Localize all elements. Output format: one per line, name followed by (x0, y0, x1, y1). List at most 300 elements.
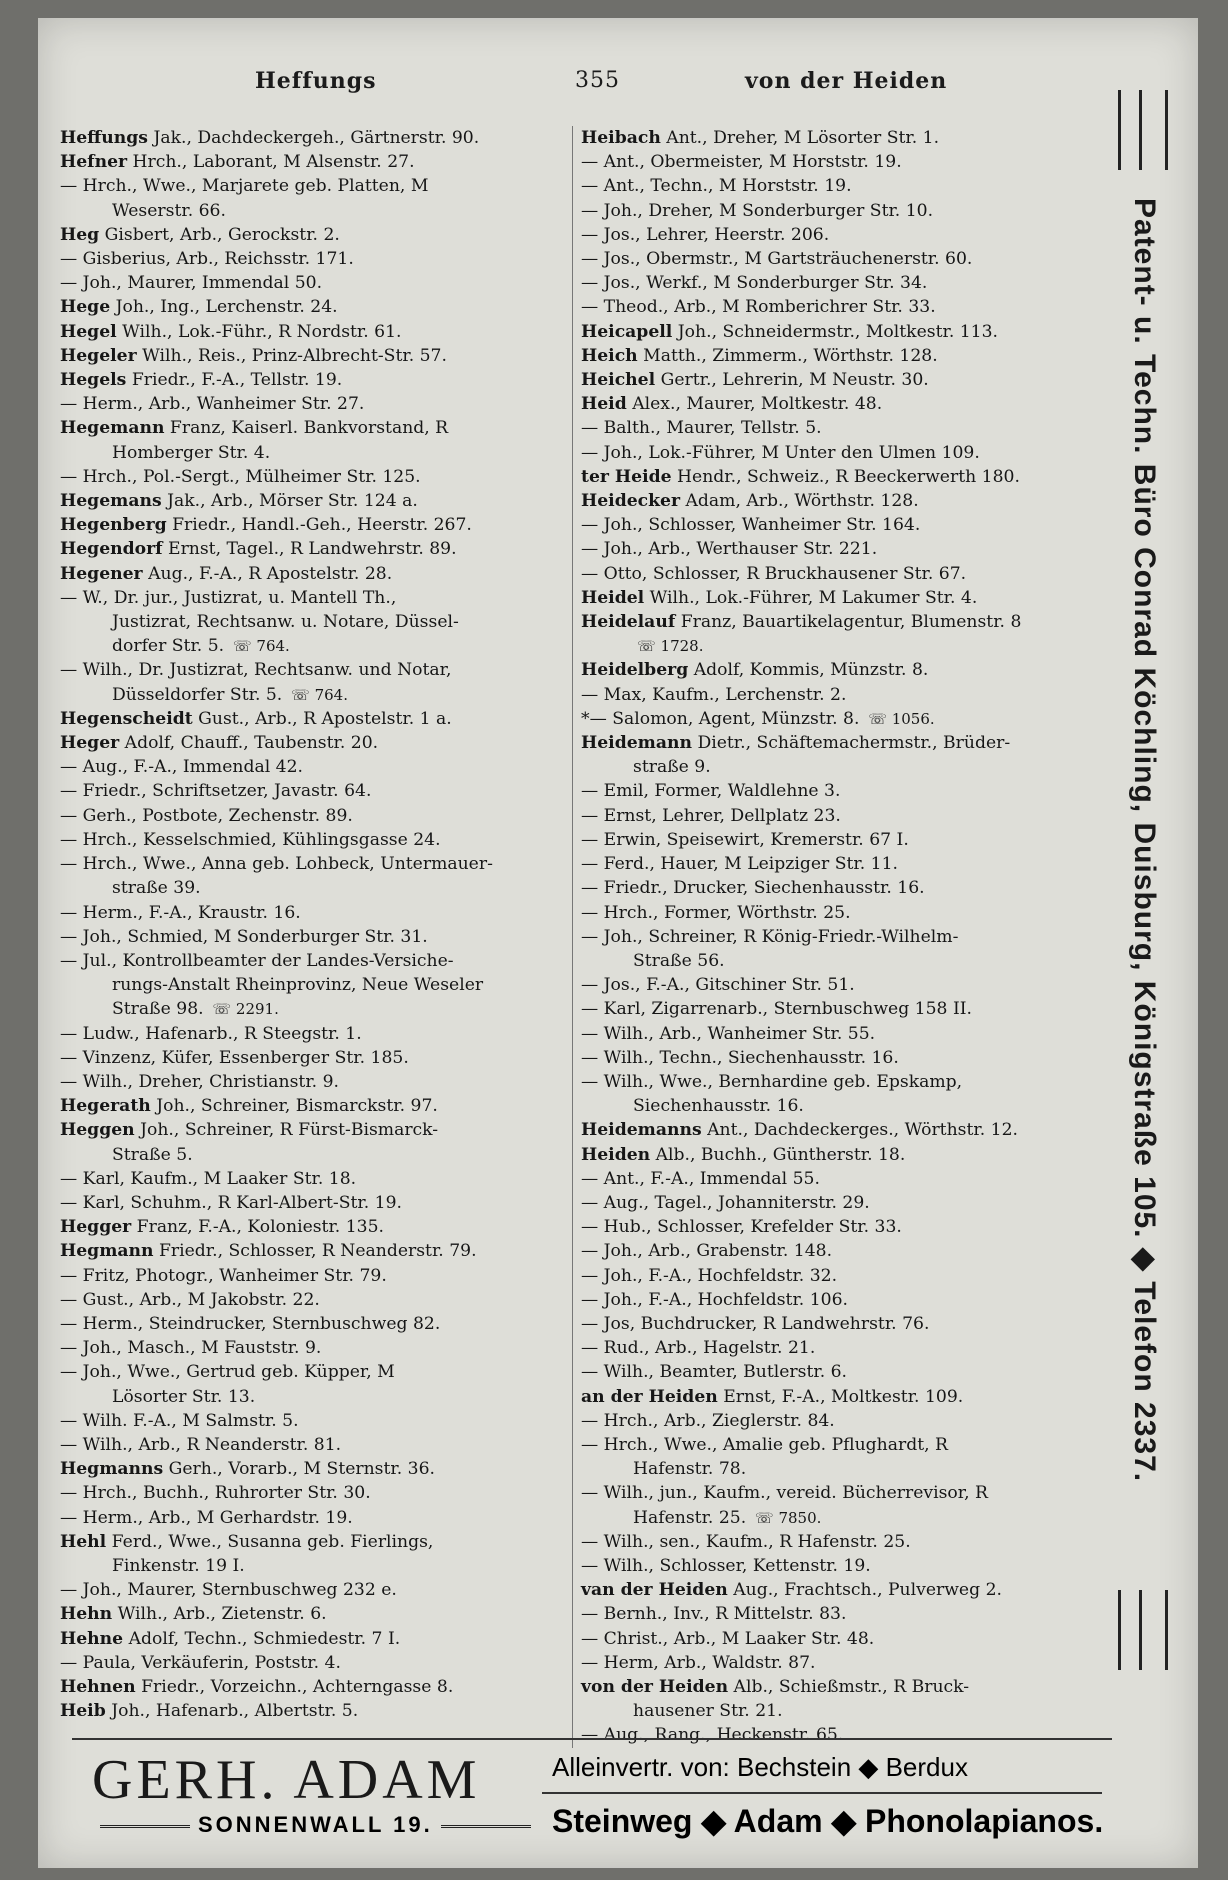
entry-text: — Jos., F.-A., Gitschiner Str. 51. (581, 975, 855, 996)
entry-text: Adolf, Chauff., Taubenstr. 20. (124, 733, 379, 754)
directory-entry (581, 1118, 1121, 1142)
directory-entry (581, 150, 1121, 174)
decorative-bars (1118, 90, 1168, 170)
running-head-right: von der Heiden (745, 68, 948, 94)
entry-text: Hendr., Schweiz., R Beeckerwerth 180. (677, 466, 1020, 487)
entry-text: — Wilh., Schlosser, Kettenstr. 19. (581, 1555, 871, 1576)
directory-entry (581, 174, 1121, 198)
directory-entry (60, 586, 565, 659)
advert-divider (542, 1792, 1102, 1794)
directory-entry (60, 368, 565, 392)
entry-text: — W., Dr. jur., Justizrat, u. Mantell Th., (60, 587, 397, 608)
directory-entry (60, 416, 565, 464)
entry-surname: Hegmann (60, 1241, 154, 1262)
entry-text: — Friedr., Drucker, Siechenhausstr. 16. (581, 878, 925, 899)
entry-text: — Ant., Obermeister, M Horststr. 19. (581, 152, 902, 173)
telephone-icon: ☏ (863, 709, 892, 728)
entry-surname: an der Heiden (581, 1386, 718, 1407)
entry-continuation: Hafenstr. 25. (633, 1507, 747, 1528)
entry-text: — Joh., Maurer, Sternbuschweg 232 e. (60, 1580, 397, 1601)
directory-entry (60, 1191, 565, 1215)
directory-entry (60, 465, 565, 489)
entry-text: — Gerh., Postbote, Zechenstr. 89. (60, 805, 353, 826)
entry-surname: Hegemann (60, 418, 165, 439)
entry-surname: Hegger (60, 1217, 132, 1238)
directory-entry (581, 368, 1121, 392)
entry-text: — Hub., Schlosser, Krefelder Str. 33. (581, 1217, 902, 1238)
entry-text: Franz, F.-A., Koloniestr. 135. (136, 1217, 384, 1238)
directory-entry (581, 1409, 1121, 1433)
entry-text: — Joh., Masch., M Fauststr. 9. (60, 1338, 322, 1359)
directory-entry (581, 1336, 1121, 1360)
directory-entry (581, 1433, 1121, 1481)
advert-line-2: Steinweg ◆ Adam ◆ Phonolapianos. (552, 1803, 1104, 1839)
phone-value: 1056. (891, 709, 935, 728)
directory-entry (60, 1264, 565, 1288)
directory-entry (581, 1191, 1121, 1215)
entry-surname: ter Heide (581, 466, 672, 487)
entry-text: — Rud., Arb., Hagelstr. 21. (581, 1338, 816, 1359)
entry-text: — Herm., Arb., M Gerhardstr. 19. (60, 1507, 353, 1528)
directory-entry (60, 1312, 565, 1336)
entry-text: Ernst, Tagel., R Landwehrstr. 89. (168, 539, 457, 560)
entry-text: — Max, Kaufm., Lerchenstr. 2. (581, 684, 847, 705)
entry-text: Franz, Bauartikelagentur, Blumenstr. 8 (680, 612, 1022, 633)
directory-entry (60, 513, 565, 537)
telephone-number (750, 1509, 821, 1527)
entry-text: Ant., Dreher, M Lösorter Str. 1. (666, 128, 940, 148)
entry-continuation: Straße 56. (633, 950, 725, 971)
entry-text: — Hrch., Former, Wörthstr. 25. (581, 902, 851, 923)
directory-entry (581, 441, 1121, 465)
page-number: 355 (575, 68, 620, 93)
entry-text: — Erwin, Speisewirt, Kremerstr. 67 I. (581, 829, 909, 850)
entry-text: — Hrch., Pol.-Sergt., Mülheimer Str. 125. (60, 466, 421, 487)
directory-entry (581, 876, 1121, 900)
entry-text: — Otto, Schlosser, R Bruckhausener Str. 67. (581, 563, 967, 584)
directory-entry (581, 562, 1121, 586)
entry-text: — Wilh., Beamter, Butlerstr. 6. (581, 1362, 848, 1383)
phone-value: 764. (256, 637, 290, 656)
directory-entry (60, 804, 565, 828)
directory-entry (581, 344, 1121, 368)
directory-entry (581, 295, 1121, 319)
entry-text: — Christ., Arb., M Laaker Str. 48. (581, 1628, 875, 1649)
entry-surname: Heid (581, 394, 627, 415)
directory-entry (581, 1627, 1121, 1651)
directory-entry (60, 1433, 565, 1457)
directory-entry (60, 1675, 565, 1699)
entry-continuation: Straße 98. (112, 999, 204, 1020)
entry-text: — Jos, Buchdrucker, R Landwehrstr. 76. (581, 1313, 930, 1334)
entry-text: Wilh., Lok.-Führ., R Nordstr. 61. (122, 321, 402, 342)
directory-entry (60, 828, 565, 852)
entry-text: — Karl, Schuhm., R Karl-Albert-Str. 19. (60, 1192, 402, 1213)
directory-entry (60, 247, 565, 271)
telephone-number (863, 710, 934, 728)
directory-entry (581, 610, 1121, 658)
entry-text: — Joh., Lok.-Führer, M Unter den Ulmen 109. (581, 442, 980, 463)
directory-entry (581, 1288, 1121, 1312)
entry-text: — Aug., Tagel., Johanniterstr. 29. (581, 1192, 870, 1213)
entry-text: — Wilh., jun., Kaufm., vereid. Bücherrevisor, R (581, 1483, 988, 1504)
entry-text: Aug., F.-A., R Apostelstr. 28. (148, 563, 393, 584)
directory-entry (581, 779, 1121, 803)
entry-surname: Heg (60, 224, 100, 245)
entry-surname: Heidelauf (581, 612, 676, 633)
entry-surname: Heger (60, 733, 120, 754)
entry-text: Adam, Arb., Wörthstr. 128. (685, 491, 919, 512)
directory-entry (60, 1022, 565, 1046)
entry-text: — Hrch., Wwe., Marjarete geb. Platten, M (60, 176, 429, 197)
telephone-number (286, 686, 348, 704)
advert-company: GERH. ADAM (92, 1749, 481, 1811)
running-head-left: Heffungs (255, 68, 377, 94)
entry-surname: Heidel (581, 587, 645, 608)
entry-text: — Jul., Kontrollbeamter der Landes-Versiche- (60, 950, 454, 971)
entry-continuation: Justizrat, Rechtsanw. u. Notare, Düssel- (112, 612, 459, 633)
entry-surname: Heiden (581, 1144, 651, 1165)
entry-continuation: Hafenstr. 78. (633, 1459, 747, 1480)
entry-surname: Heicapell (581, 321, 673, 342)
directory-entry (581, 1602, 1121, 1626)
entry-text: — Wilh., sen., Kaufm., R Hafenstr. 25. (581, 1531, 911, 1552)
phone-value: 764. (314, 685, 348, 704)
directory-entry (60, 295, 565, 319)
directory-entry (581, 223, 1121, 247)
entry-text: Wilh., Arb., Zietenstr. 6. (117, 1604, 327, 1625)
entry-text: Alb., Schießmstr., R Bruck- (733, 1677, 970, 1697)
entry-text: Gerh., Vorarb., M Sternstr. 36. (168, 1459, 436, 1480)
entry-text: Joh., Ing., Lerchenstr. 24. (115, 297, 338, 318)
entry-text: Friedr., Handl.-Geh., Heerstr. 267. (172, 515, 472, 536)
entry-text: Alb., Buchh., Güntherstr. 18. (655, 1144, 906, 1165)
entry-text: Gertr., Lehrerin, M Neustr. 30. (660, 370, 929, 391)
directory-entry (581, 852, 1121, 876)
entry-text: — Aug., Rang., Heckenstr. 65. (581, 1725, 844, 1746)
entry-surname: Heib (60, 1701, 106, 1722)
directory-entry (581, 465, 1121, 489)
entry-surname: Heibach (581, 128, 661, 148)
directory-entry (581, 1070, 1121, 1118)
entry-text: Alex., Maurer, Moltkestr. 48. (632, 394, 883, 415)
entry-text: — Jos., Lehrer, Heerstr. 206. (581, 224, 830, 245)
directory-entry (581, 489, 1121, 513)
entry-text: — Joh., Schmied, M Sonderburger Str. 31. (60, 926, 428, 947)
entry-surname: Hegel (60, 321, 117, 342)
entry-text: — Herm, Arb., Waldstr. 87. (581, 1652, 816, 1673)
entry-surname: Heidemanns (581, 1120, 702, 1141)
directory-entry (60, 901, 565, 925)
directory-entry (581, 828, 1121, 852)
directory-entry (60, 1094, 565, 1118)
entry-text: — Joh., F.-A., Hochfeldstr. 106. (581, 1289, 848, 1310)
entry-text: Friedr., Vorzeichn., Achterngasse 8. (141, 1677, 454, 1697)
entry-surname: Hegenberg (60, 515, 167, 536)
entry-text: — Joh., Arb., Grabenstr. 148. (581, 1241, 833, 1262)
entry-text: Joh., Hafenarb., Albertstr. 5. (111, 1701, 359, 1722)
entry-surname: Hehne (60, 1628, 124, 1649)
entry-continuation: rungs-Anstalt Rheinprovinz, Neue Weseler (112, 975, 484, 996)
directory-entry (581, 1385, 1121, 1409)
directory-entry (581, 1022, 1121, 1046)
telephone-icon: ☏ (637, 637, 661, 656)
entry-text: Franz, Kaiserl. Bankvorstand, R (169, 418, 449, 439)
directory-entry (581, 804, 1121, 828)
entry-continuation: Düsseldorfer Str. 5. (112, 684, 283, 705)
entry-text: Adolf, Techn., Schmiedestr. 7 I. (128, 1628, 401, 1649)
entry-surname: Hefner (60, 152, 128, 173)
right-column (572, 126, 1121, 1748)
telephone-icon: ☏ (750, 1508, 779, 1527)
entry-text: — Ant., Techn., M Horststr. 19. (581, 176, 852, 197)
decorative-bars (1118, 1590, 1168, 1670)
entry-text: Friedr., F.-A., Tellstr. 19. (131, 370, 343, 391)
entry-surname: Heidelberg (581, 660, 689, 681)
directory-entry (581, 731, 1121, 779)
entry-surname: Hegmanns (60, 1459, 164, 1480)
directory-entry (60, 489, 565, 513)
entry-text: — Ludw., Hafenarb., R Steegstr. 1. (60, 1023, 362, 1044)
entry-text: — Wilh., Arb., Wanheimer Str. 55. (581, 1023, 876, 1044)
directory-entry (581, 1360, 1121, 1384)
left-column (60, 126, 565, 1723)
telephone-icon: ☏ (228, 637, 257, 656)
entry-surname: Hegenscheidt (60, 708, 193, 729)
entry-text: Matth., Zimmerm., Wörthstr. 128. (643, 345, 938, 366)
entry-text: — Joh., Dreher, M Sonderburger Str. 10. (581, 200, 934, 221)
entry-text: — Ernst, Lehrer, Dellplatz 23. (581, 805, 841, 826)
directory-entry (581, 973, 1121, 997)
directory-entry (581, 126, 1121, 150)
entry-continuation: Straße 5. (112, 1144, 193, 1165)
directory-entry (60, 925, 565, 949)
directory-entry (60, 1288, 565, 1312)
advert-line-1: Alleinvertr. von: Bechstein ◆ Berdux (552, 1752, 968, 1782)
entry-surname: Hegerath (60, 1096, 151, 1117)
directory-entry (581, 1312, 1121, 1336)
entry-text: — Hrch., Wwe., Amalie geb. Pflughardt, R (581, 1434, 948, 1455)
entry-surname: Heidemann (581, 733, 692, 754)
telephone-number (208, 1000, 279, 1018)
entry-text: — Wilh., Dreher, Christianstr. 9. (60, 1071, 339, 1092)
entry-text: — Joh., Schreiner, R König-Friedr.-Wilhelm- (581, 926, 959, 947)
directory-entry (581, 537, 1121, 561)
entry-text: — Jos., Werkf., M Sonderburger Str. 34. (581, 273, 928, 294)
directory-entry (581, 392, 1121, 416)
phone-value: 1728. (660, 637, 704, 656)
directory-entry (581, 199, 1121, 223)
entry-text: — Herm., Steindrucker, Sternbuschweg 82. (60, 1313, 441, 1334)
directory-entry (60, 344, 565, 368)
directory-entry (581, 320, 1121, 344)
entry-text: — Joh., Maurer, Immendal 50. (60, 273, 323, 294)
entry-text: Joh., Schreiner, R Fürst-Bismarck- (140, 1120, 439, 1141)
directory-entry (581, 1264, 1121, 1288)
directory-entry (581, 1651, 1121, 1675)
directory-entry (581, 658, 1121, 682)
entry-text: — Jos., Obermstr., M Gartsträuchenerstr. 60. (581, 249, 973, 270)
entry-continuation: hausener Str. 21. (633, 1701, 783, 1722)
entry-text: Friedr., Schlosser, R Neanderstr. 79. (158, 1241, 477, 1262)
entry-continuation: straße 9. (633, 757, 711, 778)
telephone-icon: ☏ (207, 1000, 236, 1019)
directory-entry (60, 852, 565, 900)
entry-text: Ernst, F.-A., Moltkestr. 109. (723, 1386, 964, 1407)
directory-entry (60, 707, 565, 731)
entry-text: — Aug., F.-A., Immendal 42. (60, 757, 304, 778)
entry-surname: Hegener (60, 563, 143, 584)
entry-text: — Gisberius, Arb., Reichsstr. 171. (60, 249, 354, 270)
directory-entry (60, 320, 565, 344)
entry-surname: Heidecker (581, 491, 681, 512)
directory-entry (60, 1481, 565, 1505)
entry-surname: Hegels (60, 370, 127, 391)
entry-text: — Emil, Former, Waldlehne 3. (581, 781, 841, 802)
telephone-number (637, 637, 703, 655)
directory-entry (60, 1360, 565, 1408)
entry-text: — Wilh., Techn., Siechenhausstr. 16. (581, 1047, 899, 1068)
entry-continuation: Lösorter Str. 13. (112, 1386, 256, 1407)
entry-text: — Bernh., Inv., R Mittelstr. 83. (581, 1604, 847, 1625)
entry-text: — Paula, Verkäuferin, Poststr. 4. (60, 1652, 341, 1673)
entry-continuation: Weserstr. 66. (112, 200, 226, 221)
directory-entry (581, 683, 1121, 707)
side-banner-text: Patent- u. Techn. Büro Conrad Köchling, Duisburg, Königstraße 105. ◆ Telefon 2337. (1128, 198, 1161, 1483)
directory-entry (60, 1215, 565, 1239)
entry-text: — Joh., Wwe., Gertrud geb. Küpper, M (60, 1362, 395, 1383)
directory-entry (60, 1336, 565, 1360)
entry-text: Gisbert, Arb., Gerockstr. 2. (104, 224, 340, 245)
side-advert (1110, 120, 1170, 1700)
directory-entry (581, 1578, 1121, 1602)
directory-entry (60, 223, 565, 247)
directory-entry (60, 658, 565, 706)
entry-text: — Hrch., Arb., Zieglerstr. 84. (581, 1410, 835, 1431)
entry-text: — Wilh., Arb., R Neanderstr. 81. (60, 1434, 342, 1455)
entry-surname: Hehnen (60, 1677, 136, 1697)
directory-entry (581, 1143, 1121, 1167)
entry-text: — Hrch., Kesselschmied, Kühlingsgasse 24. (60, 829, 441, 850)
advert-street: SONNENWALL 19. (92, 1812, 539, 1838)
entry-text: — Balth., Maurer, Tellstr. 5. (581, 418, 822, 439)
entry-text: — Wilh., Dr. Justizrat, Rechtsanw. und Notar, (60, 660, 452, 681)
entry-text: *— Salomon, Agent, Münzstr. 8. (581, 708, 860, 729)
directory-entry (581, 1481, 1121, 1529)
directory-entry (60, 174, 565, 222)
directory-entry (60, 1239, 565, 1263)
directory-entry (60, 1118, 565, 1166)
directory-entry (581, 1215, 1121, 1239)
directory-entry (581, 997, 1121, 1021)
entry-text: — Joh., Schlosser, Wanheimer Str. 164. (581, 515, 921, 536)
entry-text: — Fritz, Photogr., Wanheimer Str. 79. (60, 1265, 387, 1286)
entry-text: — Wilh. F.-A., M Salmstr. 5. (60, 1410, 299, 1431)
entry-text: — Hrch., Buchh., Ruhrorter Str. 30. (60, 1483, 371, 1504)
entry-surname: van der Heiden (581, 1580, 728, 1601)
telephone-number (228, 637, 290, 655)
directory-entry (60, 1506, 565, 1530)
entry-text: Joh., Schneidermstr., Moltkestr. 113. (677, 321, 999, 342)
entry-surname: von der Heiden (581, 1677, 729, 1697)
directory-entry (581, 513, 1121, 537)
entry-text: Ferd., Wwe., Susanna geb. Fierlings, (111, 1531, 434, 1552)
directory-entry (60, 1651, 565, 1675)
directory-entry (60, 537, 565, 561)
directory-entry (60, 126, 565, 150)
directory-entry (581, 271, 1121, 295)
entry-text: Ant., Dachdeckerges., Wörthstr. 12. (707, 1120, 1018, 1141)
directory-entry (60, 1070, 565, 1094)
phone-value: 7850. (778, 1508, 822, 1527)
directory-entry (60, 562, 565, 586)
directory-entry (60, 731, 565, 755)
entry-surname: Heichel (581, 370, 656, 391)
directory-entry (60, 1409, 565, 1433)
directory-entry (60, 755, 565, 779)
entry-text: Jak., Arb., Mörser Str. 124 a. (167, 491, 418, 512)
entry-text: — Ant., F.-A., Immendal 55. (581, 1168, 820, 1189)
entry-text: — Herm., F.-A., Kraustr. 16. (60, 902, 301, 923)
entry-text: — Joh., Arb., Werthauser Str. 221. (581, 539, 878, 560)
entry-text: Joh., Schreiner, Bismarckstr. 97. (156, 1096, 438, 1117)
entry-surname: Heffungs (60, 128, 148, 148)
directory-entry (581, 901, 1121, 925)
directory-entry (60, 1530, 565, 1578)
directory-entry (60, 1602, 565, 1626)
entry-surname: Hege (60, 297, 111, 318)
entry-text: — Gust., Arb., M Jakobstr. 22. (60, 1289, 320, 1310)
directory-entry (60, 1167, 565, 1191)
directory-entry (581, 416, 1121, 440)
directory-entry (60, 150, 565, 174)
entry-surname: Heggen (60, 1120, 135, 1141)
directory-entry (60, 1046, 565, 1070)
entry-surname: Hegendorf (60, 539, 163, 560)
entry-surname: Hehl (60, 1531, 107, 1552)
telephone-icon: ☏ (286, 685, 315, 704)
entry-surname: Hehn (60, 1604, 113, 1625)
directory-entry (60, 271, 565, 295)
entry-continuation: Finkenstr. 19 I. (112, 1555, 245, 1576)
entry-text: — Herm., Arb., Wanheimer Str. 27. (60, 394, 365, 415)
entry-text: Hrch., Laborant, M Alsenstr. 27. (132, 152, 415, 173)
entry-text: — Joh., F.-A., Hochfeldstr. 32. (581, 1265, 838, 1286)
entry-continuation: dorfer Str. 5. (112, 636, 225, 657)
entry-text: Adolf, Kommis, Münzstr. 8. (693, 660, 929, 681)
entry-surname: Hegemans (60, 491, 162, 512)
entry-text: — Wilh., Wwe., Bernhardine geb. Epskamp, (581, 1071, 963, 1092)
directory-entry (60, 1457, 565, 1481)
directory-entry (60, 779, 565, 803)
entry-text: Aug., Frachtsch., Pulverweg 2. (733, 1580, 1002, 1601)
directory-entry (581, 707, 1121, 731)
entry-text: — Karl, Zigarrenarb., Sternbuschweg 158 II. (581, 999, 972, 1020)
directory-entry (581, 1554, 1121, 1578)
directory-entry (581, 1675, 1121, 1723)
directory-entry (60, 1699, 565, 1723)
entry-text: — Vinzenz, Küfer, Essenberger Str. 185. (60, 1047, 409, 1068)
directory-entry (60, 1627, 565, 1651)
entry-text: Jak., Dachdeckergeh., Gärtnerstr. 90. (153, 128, 480, 148)
entry-continuation: Homberger Str. 4. (112, 442, 271, 463)
entry-text: — Hrch., Wwe., Anna geb. Lohbeck, Untermauer- (60, 854, 493, 875)
directory-entry (581, 586, 1121, 610)
directory-entry (581, 925, 1121, 973)
entry-text: — Friedr., Schriftsetzer, Javastr. 64. (60, 781, 372, 802)
directory-entry (60, 392, 565, 416)
entry-text: Dietr., Schäftemachermstr., Brüder- (697, 733, 1011, 754)
